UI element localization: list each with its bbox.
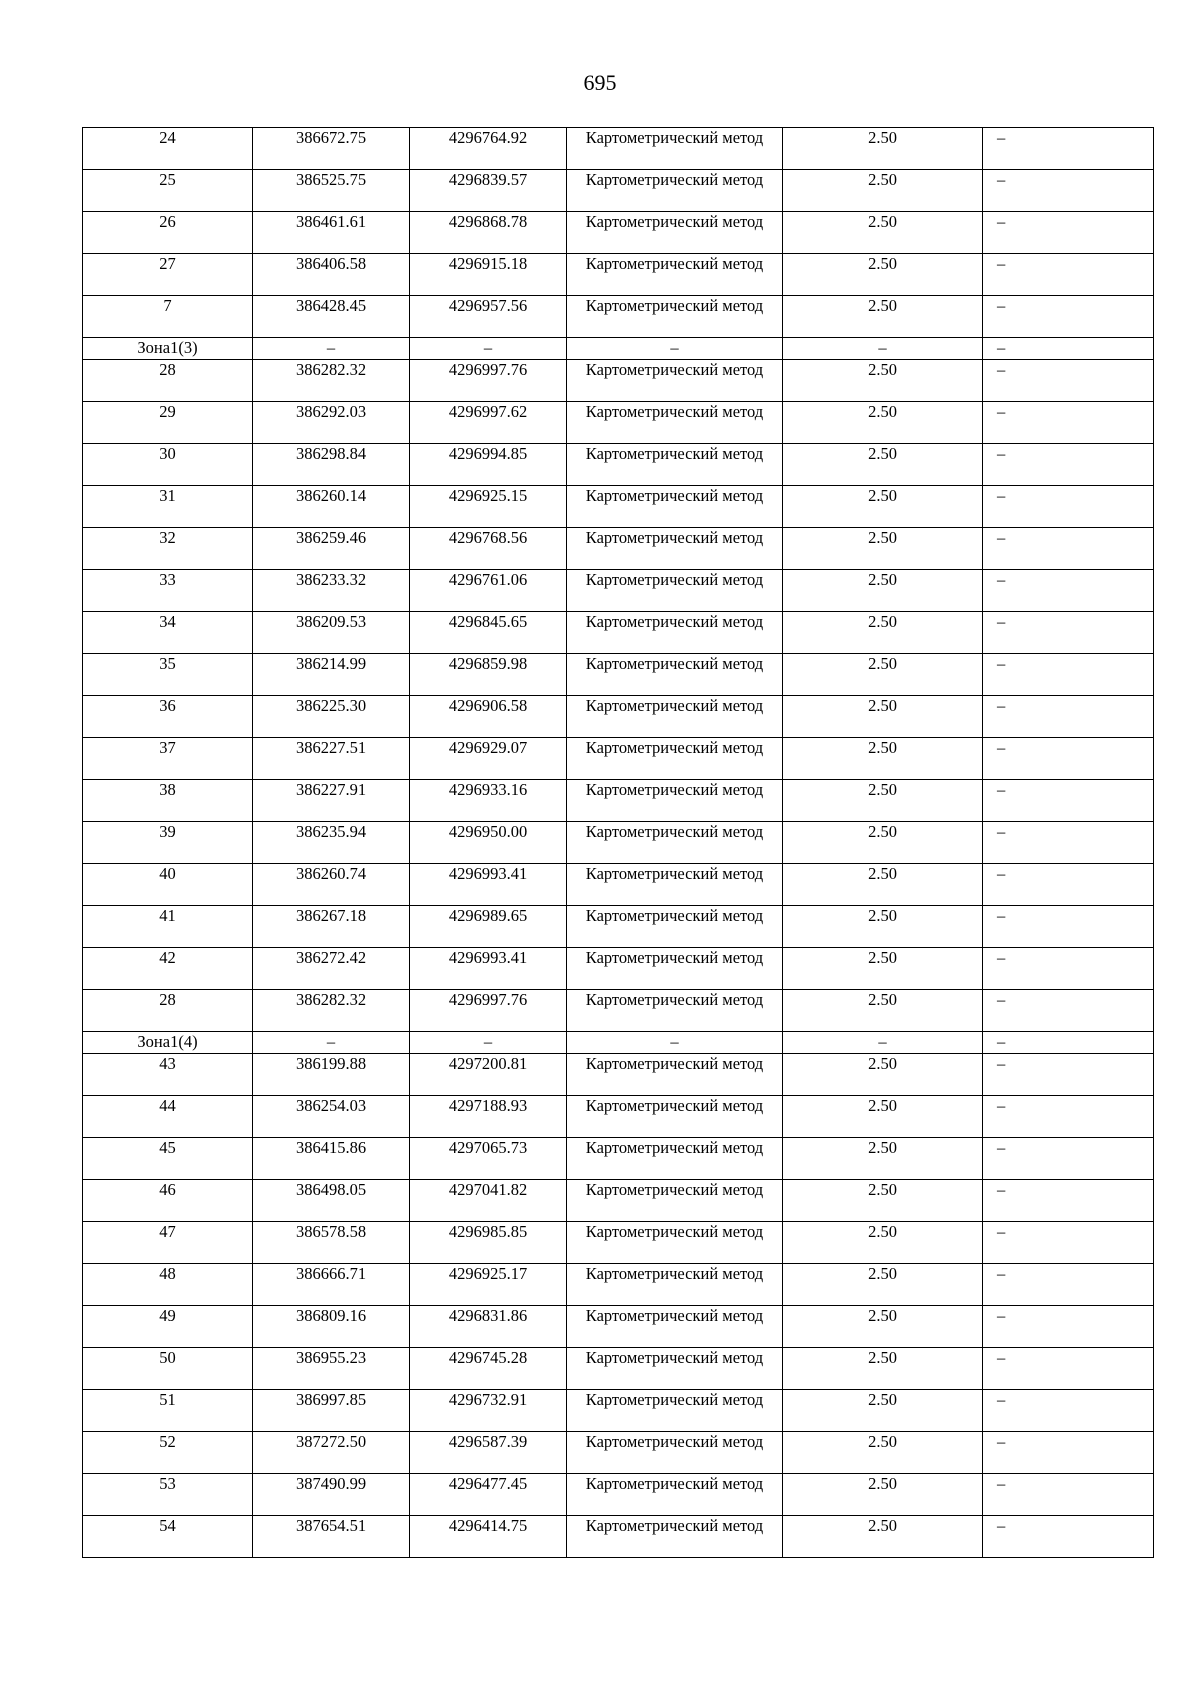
point-number-cell: 28 <box>83 990 253 1032</box>
table-row <box>83 780 1154 822</box>
accuracy-cell: 2.50 <box>783 780 983 822</box>
note-cell: – <box>983 1432 1154 1474</box>
method-cell: Картометрический метод <box>567 1180 783 1222</box>
method-cell: Картометрический метод <box>567 570 783 612</box>
point-number-cell: 41 <box>83 906 253 948</box>
table-row <box>83 990 1154 1032</box>
accuracy-cell: 2.50 <box>783 254 983 296</box>
coord-y-cell: 4296933.16 <box>410 780 567 822</box>
coord-x-cell: 386498.05 <box>253 1180 410 1222</box>
note-cell: – <box>983 1390 1154 1432</box>
zone-header-row <box>83 338 1154 360</box>
method-cell: Картометрический метод <box>567 1390 783 1432</box>
table-row <box>83 570 1154 612</box>
point-number-cell: 52 <box>83 1432 253 1474</box>
accuracy-cell: 2.50 <box>783 1306 983 1348</box>
method-cell: Картометрический метод <box>567 1474 783 1516</box>
coord-y-cell: – <box>410 1032 567 1054</box>
coord-x-cell: 386233.32 <box>253 570 410 612</box>
table-row <box>83 444 1154 486</box>
point-number-cell: 42 <box>83 948 253 990</box>
note-cell: – <box>983 906 1154 948</box>
point-number-cell: 47 <box>83 1222 253 1264</box>
coord-x-cell: 386415.86 <box>253 1138 410 1180</box>
method-cell: Картометрический метод <box>567 1222 783 1264</box>
method-cell: Картометрический метод <box>567 170 783 212</box>
method-cell: Картометрический метод <box>567 1138 783 1180</box>
accuracy-cell: 2.50 <box>783 612 983 654</box>
coord-y-cell: 4296477.45 <box>410 1474 567 1516</box>
coord-x-cell: 387490.99 <box>253 1474 410 1516</box>
point-number-cell: 35 <box>83 654 253 696</box>
method-cell: Картометрический метод <box>567 1348 783 1390</box>
coord-x-cell: 386578.58 <box>253 1222 410 1264</box>
note-cell: – <box>983 822 1154 864</box>
coord-x-cell: 386272.42 <box>253 948 410 990</box>
method-cell: – <box>567 1032 783 1054</box>
point-number-cell: 24 <box>83 128 253 170</box>
accuracy-cell: 2.50 <box>783 1222 983 1264</box>
accuracy-cell: 2.50 <box>783 1180 983 1222</box>
coord-x-cell: 386227.91 <box>253 780 410 822</box>
accuracy-cell: 2.50 <box>783 1348 983 1390</box>
coord-x-cell: – <box>253 338 410 360</box>
table-row <box>83 654 1154 696</box>
table-row <box>83 1222 1154 1264</box>
coord-x-cell: 386525.75 <box>253 170 410 212</box>
method-cell: Картометрический метод <box>567 212 783 254</box>
note-cell: – <box>983 1054 1154 1096</box>
method-cell: Картометрический метод <box>567 780 783 822</box>
note-cell: – <box>983 444 1154 486</box>
note-cell: – <box>983 738 1154 780</box>
accuracy-cell: 2.50 <box>783 486 983 528</box>
accuracy-cell: 2.50 <box>783 696 983 738</box>
accuracy-cell: 2.50 <box>783 1516 983 1558</box>
coord-y-cell: 4296925.15 <box>410 486 567 528</box>
point-number-cell: 25 <box>83 170 253 212</box>
accuracy-cell: 2.50 <box>783 170 983 212</box>
note-cell: – <box>983 1180 1154 1222</box>
coord-x-cell: 386225.30 <box>253 696 410 738</box>
table-row <box>83 738 1154 780</box>
accuracy-cell: 2.50 <box>783 360 983 402</box>
table-row <box>83 1096 1154 1138</box>
accuracy-cell: 2.50 <box>783 906 983 948</box>
point-number-cell: 40 <box>83 864 253 906</box>
coord-y-cell: 4296868.78 <box>410 212 567 254</box>
coord-y-cell: 4296993.41 <box>410 948 567 990</box>
coord-x-cell: 387654.51 <box>253 1516 410 1558</box>
table-row <box>83 1180 1154 1222</box>
point-number-cell: 51 <box>83 1390 253 1432</box>
method-cell: Картометрический метод <box>567 1096 783 1138</box>
coord-x-cell: 386267.18 <box>253 906 410 948</box>
coord-y-cell: 4296764.92 <box>410 128 567 170</box>
accuracy-cell: 2.50 <box>783 654 983 696</box>
table-row <box>83 128 1154 170</box>
point-number-cell: 29 <box>83 402 253 444</box>
coord-y-cell: 4296925.17 <box>410 1264 567 1306</box>
method-cell: Картометрический метод <box>567 402 783 444</box>
note-cell: – <box>983 1032 1154 1054</box>
note-cell: – <box>983 1138 1154 1180</box>
coord-y-cell: 4296915.18 <box>410 254 567 296</box>
coord-x-cell: 386428.45 <box>253 296 410 338</box>
table-row <box>83 1264 1154 1306</box>
table-row <box>83 822 1154 864</box>
coord-x-cell: 386282.32 <box>253 990 410 1032</box>
accuracy-cell: 2.50 <box>783 864 983 906</box>
coord-y-cell: 4296845.65 <box>410 612 567 654</box>
point-number-cell: Зона1(3) <box>83 338 253 360</box>
coord-x-cell: 386406.58 <box>253 254 410 296</box>
table-row <box>83 170 1154 212</box>
accuracy-cell: 2.50 <box>783 990 983 1032</box>
note-cell: – <box>983 1306 1154 1348</box>
note-cell: – <box>983 360 1154 402</box>
method-cell: Картометрический метод <box>567 1516 783 1558</box>
note-cell: – <box>983 486 1154 528</box>
table-row <box>83 360 1154 402</box>
table-row <box>83 612 1154 654</box>
point-number-cell: 31 <box>83 486 253 528</box>
table-row <box>83 1516 1154 1558</box>
accuracy-cell: – <box>783 1032 983 1054</box>
table-row <box>83 906 1154 948</box>
note-cell: – <box>983 296 1154 338</box>
point-number-cell: 46 <box>83 1180 253 1222</box>
method-cell: Картометрический метод <box>567 948 783 990</box>
point-number-cell: 28 <box>83 360 253 402</box>
point-number-cell: 34 <box>83 612 253 654</box>
point-number-cell: 53 <box>83 1474 253 1516</box>
coord-x-cell: 386235.94 <box>253 822 410 864</box>
table-row <box>83 948 1154 990</box>
coord-x-cell: 386209.53 <box>253 612 410 654</box>
coord-y-cell: 4296985.85 <box>410 1222 567 1264</box>
coord-x-cell: 386260.74 <box>253 864 410 906</box>
table-row <box>83 486 1154 528</box>
note-cell: – <box>983 170 1154 212</box>
accuracy-cell: 2.50 <box>783 444 983 486</box>
accuracy-cell: 2.50 <box>783 402 983 444</box>
accuracy-cell: 2.50 <box>783 528 983 570</box>
coord-y-cell: 4296831.86 <box>410 1306 567 1348</box>
coord-y-cell: 4296997.76 <box>410 990 567 1032</box>
note-cell: – <box>983 570 1154 612</box>
table-row <box>83 1138 1154 1180</box>
coord-y-cell: 4297200.81 <box>410 1054 567 1096</box>
coord-x-cell: 386214.99 <box>253 654 410 696</box>
coord-x-cell: 386199.88 <box>253 1054 410 1096</box>
note-cell: – <box>983 612 1154 654</box>
coord-x-cell: 386260.14 <box>253 486 410 528</box>
method-cell: Картометрический метод <box>567 696 783 738</box>
note-cell: – <box>983 1474 1154 1516</box>
accuracy-cell: 2.50 <box>783 948 983 990</box>
point-number-cell: 37 <box>83 738 253 780</box>
point-number-cell: 38 <box>83 780 253 822</box>
coord-x-cell: 386955.23 <box>253 1348 410 1390</box>
table-row <box>83 528 1154 570</box>
coord-y-cell: 4296994.85 <box>410 444 567 486</box>
coord-x-cell: 386227.51 <box>253 738 410 780</box>
accuracy-cell: 2.50 <box>783 1054 983 1096</box>
coord-y-cell: 4296859.98 <box>410 654 567 696</box>
note-cell: – <box>983 212 1154 254</box>
coordinates-table <box>82 127 1154 1558</box>
method-cell: Картометрический метод <box>567 296 783 338</box>
note-cell: – <box>983 1222 1154 1264</box>
note-cell: – <box>983 1096 1154 1138</box>
note-cell: – <box>983 528 1154 570</box>
coord-y-cell: 4296906.58 <box>410 696 567 738</box>
method-cell: Картометрический метод <box>567 1264 783 1306</box>
coord-x-cell: 386672.75 <box>253 128 410 170</box>
point-number-cell: 48 <box>83 1264 253 1306</box>
table-row <box>83 1348 1154 1390</box>
method-cell: Картометрический метод <box>567 444 783 486</box>
coord-y-cell: 4296732.91 <box>410 1390 567 1432</box>
method-cell: Картометрический метод <box>567 738 783 780</box>
coordinates-table-body <box>83 128 1154 1558</box>
table-row <box>83 254 1154 296</box>
note-cell: – <box>983 1348 1154 1390</box>
coord-y-cell: 4296745.28 <box>410 1348 567 1390</box>
table-row <box>83 1054 1154 1096</box>
coord-y-cell: 4297188.93 <box>410 1096 567 1138</box>
coord-y-cell: 4297065.73 <box>410 1138 567 1180</box>
accuracy-cell: 2.50 <box>783 822 983 864</box>
coord-x-cell: 386461.61 <box>253 212 410 254</box>
coord-x-cell: 386809.16 <box>253 1306 410 1348</box>
method-cell: Картометрический метод <box>567 990 783 1032</box>
method-cell: Картометрический метод <box>567 1432 783 1474</box>
coord-y-cell: 4296950.00 <box>410 822 567 864</box>
coord-y-cell: 4296993.41 <box>410 864 567 906</box>
point-number-cell: 43 <box>83 1054 253 1096</box>
point-number-cell: 50 <box>83 1348 253 1390</box>
point-number-cell: 33 <box>83 570 253 612</box>
point-number-cell: 7 <box>83 296 253 338</box>
note-cell: – <box>983 990 1154 1032</box>
table-row <box>83 1306 1154 1348</box>
note-cell: – <box>983 696 1154 738</box>
point-number-cell: 27 <box>83 254 253 296</box>
coord-y-cell: 4296997.62 <box>410 402 567 444</box>
note-cell: – <box>983 402 1154 444</box>
coord-x-cell: 386997.85 <box>253 1390 410 1432</box>
point-number-cell: 36 <box>83 696 253 738</box>
note-cell: – <box>983 1516 1154 1558</box>
table-row <box>83 402 1154 444</box>
coord-x-cell: 386254.03 <box>253 1096 410 1138</box>
note-cell: – <box>983 128 1154 170</box>
coord-y-cell: 4296957.56 <box>410 296 567 338</box>
accuracy-cell: 2.50 <box>783 1390 983 1432</box>
accuracy-cell: 2.50 <box>783 1096 983 1138</box>
method-cell: Картометрический метод <box>567 612 783 654</box>
accuracy-cell: 2.50 <box>783 570 983 612</box>
coord-y-cell: 4296587.39 <box>410 1432 567 1474</box>
coord-x-cell: 386282.32 <box>253 360 410 402</box>
accuracy-cell: 2.50 <box>783 296 983 338</box>
note-cell: – <box>983 1264 1154 1306</box>
point-number-cell: 26 <box>83 212 253 254</box>
point-number-cell: 30 <box>83 444 253 486</box>
method-cell: Картометрический метод <box>567 528 783 570</box>
table-row <box>83 1474 1154 1516</box>
coord-y-cell: 4296761.06 <box>410 570 567 612</box>
note-cell: – <box>983 780 1154 822</box>
coord-y-cell: 4296414.75 <box>410 1516 567 1558</box>
point-number-cell: 45 <box>83 1138 253 1180</box>
accuracy-cell: 2.50 <box>783 738 983 780</box>
coord-x-cell: 387272.50 <box>253 1432 410 1474</box>
method-cell: Картометрический метод <box>567 906 783 948</box>
table-row <box>83 1390 1154 1432</box>
coord-x-cell: 386292.03 <box>253 402 410 444</box>
method-cell: Картометрический метод <box>567 1306 783 1348</box>
method-cell: Картометрический метод <box>567 822 783 864</box>
method-cell: Картометрический метод <box>567 1054 783 1096</box>
accuracy-cell: 2.50 <box>783 1138 983 1180</box>
method-cell: Картометрический метод <box>567 254 783 296</box>
method-cell: Картометрический метод <box>567 128 783 170</box>
note-cell: – <box>983 864 1154 906</box>
page-number: 695 <box>583 70 617 95</box>
table-row <box>83 864 1154 906</box>
accuracy-cell: 2.50 <box>783 1432 983 1474</box>
coord-x-cell: 386259.46 <box>253 528 410 570</box>
point-number-cell: Зона1(4) <box>83 1032 253 1054</box>
note-cell: – <box>983 654 1154 696</box>
coord-y-cell: 4297041.82 <box>410 1180 567 1222</box>
accuracy-cell: – <box>783 338 983 360</box>
table-row <box>83 296 1154 338</box>
note-cell: – <box>983 948 1154 990</box>
table-row <box>83 1432 1154 1474</box>
coord-y-cell: 4296989.65 <box>410 906 567 948</box>
point-number-cell: 32 <box>83 528 253 570</box>
coord-y-cell: 4296839.57 <box>410 170 567 212</box>
note-cell: – <box>983 338 1154 360</box>
method-cell: Картометрический метод <box>567 864 783 906</box>
method-cell: Картометрический метод <box>567 654 783 696</box>
point-number-cell: 49 <box>83 1306 253 1348</box>
table-row <box>83 212 1154 254</box>
accuracy-cell: 2.50 <box>783 212 983 254</box>
accuracy-cell: 2.50 <box>783 1264 983 1306</box>
point-number-cell: 54 <box>83 1516 253 1558</box>
method-cell: Картометрический метод <box>567 486 783 528</box>
coord-x-cell: – <box>253 1032 410 1054</box>
coord-y-cell: 4296997.76 <box>410 360 567 402</box>
point-number-cell: 44 <box>83 1096 253 1138</box>
note-cell: – <box>983 254 1154 296</box>
coord-x-cell: 386666.71 <box>253 1264 410 1306</box>
accuracy-cell: 2.50 <box>783 128 983 170</box>
zone-header-row <box>83 1032 1154 1054</box>
point-number-cell: 39 <box>83 822 253 864</box>
coord-x-cell: 386298.84 <box>253 444 410 486</box>
method-cell: Картометрический метод <box>567 360 783 402</box>
coord-y-cell: 4296768.56 <box>410 528 567 570</box>
table-row <box>83 696 1154 738</box>
coord-y-cell: 4296929.07 <box>410 738 567 780</box>
method-cell: – <box>567 338 783 360</box>
coord-y-cell: – <box>410 338 567 360</box>
accuracy-cell: 2.50 <box>783 1474 983 1516</box>
